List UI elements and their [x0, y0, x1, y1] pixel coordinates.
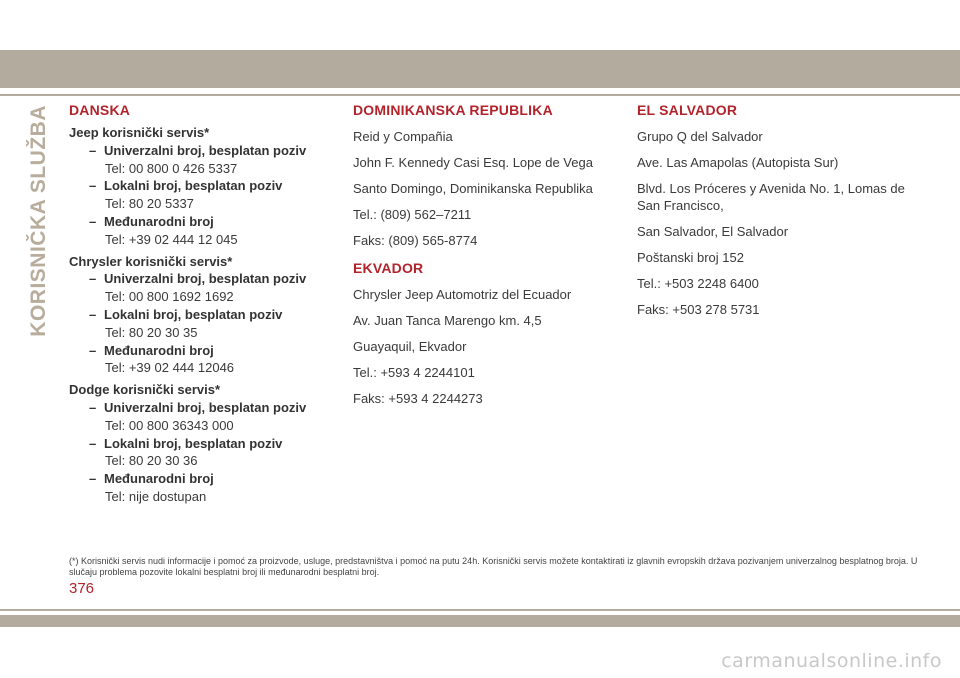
number-label: Međunarodni broj [104, 213, 214, 229]
number-label: Univerzalni broj, besplatan poziv [104, 399, 307, 415]
number-label: Univerzalni broj, besplatan poziv [104, 271, 307, 287]
number-type [69, 142, 339, 160]
column-danska [69, 100, 339, 506]
number-label: Međunarodni broj [104, 342, 214, 358]
address-line: Chrysler Jeep Automotriz del Ecuador [353, 287, 572, 302]
heading-el-salvador: EL SALVADOR [637, 102, 738, 118]
watermark: carmanualsonline.info [721, 650, 942, 672]
top-decor-line [0, 94, 960, 96]
phone-number: Tel: 80 20 30 36 [105, 453, 198, 469]
address-line: Tel.: +503 2248 6400 [637, 276, 759, 291]
number-type [69, 270, 339, 288]
phone-number: Tel: nije dostupan [105, 488, 207, 504]
phone-number: Tel: 80 20 5337 [105, 196, 194, 212]
service-block [69, 381, 339, 506]
address-line: Ave. Las Amapolas (Autopista Sur) [637, 155, 839, 170]
phone-number: Tel: 00 800 0 426 5337 [105, 160, 238, 176]
number-label: Lokalni broj, besplatan poziv [104, 435, 283, 451]
service-title: Chrysler korisnički servis* [69, 253, 233, 269]
section-side-title [24, 96, 54, 346]
phone-number: Tel: 80 20 30 35 [105, 324, 198, 340]
bottom-decor-line [0, 609, 960, 611]
number-type [69, 435, 339, 453]
top-decor-band [0, 50, 960, 88]
dash-bullet: – [89, 178, 97, 194]
number-type [69, 399, 339, 417]
ekvador-lines [353, 286, 618, 407]
address-line: Guayaquil, Ekvador [353, 339, 467, 354]
heading-danska: DANSKA [69, 102, 131, 118]
phone-number: Tel: +39 02 444 12 045 [105, 231, 238, 247]
danska-sections [69, 124, 339, 506]
number-type [69, 342, 339, 360]
address-line: Faks: +503 278 5731 [637, 302, 760, 317]
footnote: (*) Korisnički servis nudi informacije i pomoć za proizvode, usluge, predstavništva i pomoć na putu 24h. Korisnički servis možete kontaktirati iz glavnih evropskih država pozivanjem univerzalnog besplatnog broja. U slučaju problema pozovite lokalni besplatni broj ili međunarodni besplatni broj. [69, 556, 918, 577]
column-middle [353, 100, 618, 416]
el-salvador-lines [637, 128, 927, 318]
address-line: Faks: (809) 565-8774 [353, 233, 478, 248]
address-line: Grupo Q del Salvador [637, 129, 763, 144]
address-line: Blvd. Los Próceres y Avenida No. 1, Lomas de San Francisco, [637, 181, 905, 213]
dash-bullet: – [89, 271, 97, 287]
address-line: Tel.: (809) 562–7211 [353, 207, 472, 222]
service-title: Dodge korisnički servis* [69, 382, 221, 398]
number-type [69, 470, 339, 488]
dash-bullet: – [89, 213, 97, 229]
address-line: John F. Kennedy Casi Esq. Lope de Vega [353, 155, 593, 170]
address-line: Santo Domingo, Dominikanska Republika [353, 181, 593, 196]
number-type [69, 177, 339, 195]
number-type [69, 213, 339, 231]
dash-bullet: – [89, 471, 97, 487]
phone-number: Tel: 00 800 36343 000 [105, 417, 234, 433]
column-el-salvador [637, 100, 927, 327]
dominikanska-lines [353, 128, 618, 249]
page-number: 376 [69, 580, 95, 597]
dash-bullet: – [89, 342, 97, 358]
number-label: Univerzalni broj, besplatan poziv [104, 142, 307, 158]
number-type [69, 306, 339, 324]
address-line: Reid y Compañia [353, 129, 453, 144]
number-label: Međunarodni broj [104, 471, 214, 487]
address-line: San Salvador, El Salvador [637, 224, 789, 239]
address-line: Tel.: +593 4 2244101 [353, 365, 475, 380]
address-line: Faks: +593 4 2244273 [353, 391, 483, 406]
dash-bullet: – [89, 399, 97, 415]
number-label: Lokalni broj, besplatan poziv [104, 306, 283, 322]
address-line: Av. Juan Tanca Marengo km. 4,5 [353, 313, 542, 328]
service-block [69, 253, 339, 378]
heading-ekvador: EKVADOR [353, 260, 424, 276]
bottom-decor-band [0, 615, 960, 627]
dash-bullet: – [89, 435, 97, 451]
address-line: Poštanski broj 152 [637, 250, 744, 265]
side-title-text: KORISNIČKA SLUŽBA [27, 105, 50, 337]
phone-number: Tel: +39 02 444 12046 [105, 360, 235, 376]
phone-number: Tel: 00 800 1692 1692 [105, 289, 234, 305]
dash-bullet: – [89, 306, 97, 322]
number-label: Lokalni broj, besplatan poziv [104, 178, 283, 194]
service-block [69, 124, 339, 249]
dash-bullet: – [89, 142, 97, 158]
heading-dominikanska: DOMINIKANSKA REPUBLIKA [353, 102, 553, 118]
service-title: Jeep korisnički servis* [69, 125, 210, 140]
